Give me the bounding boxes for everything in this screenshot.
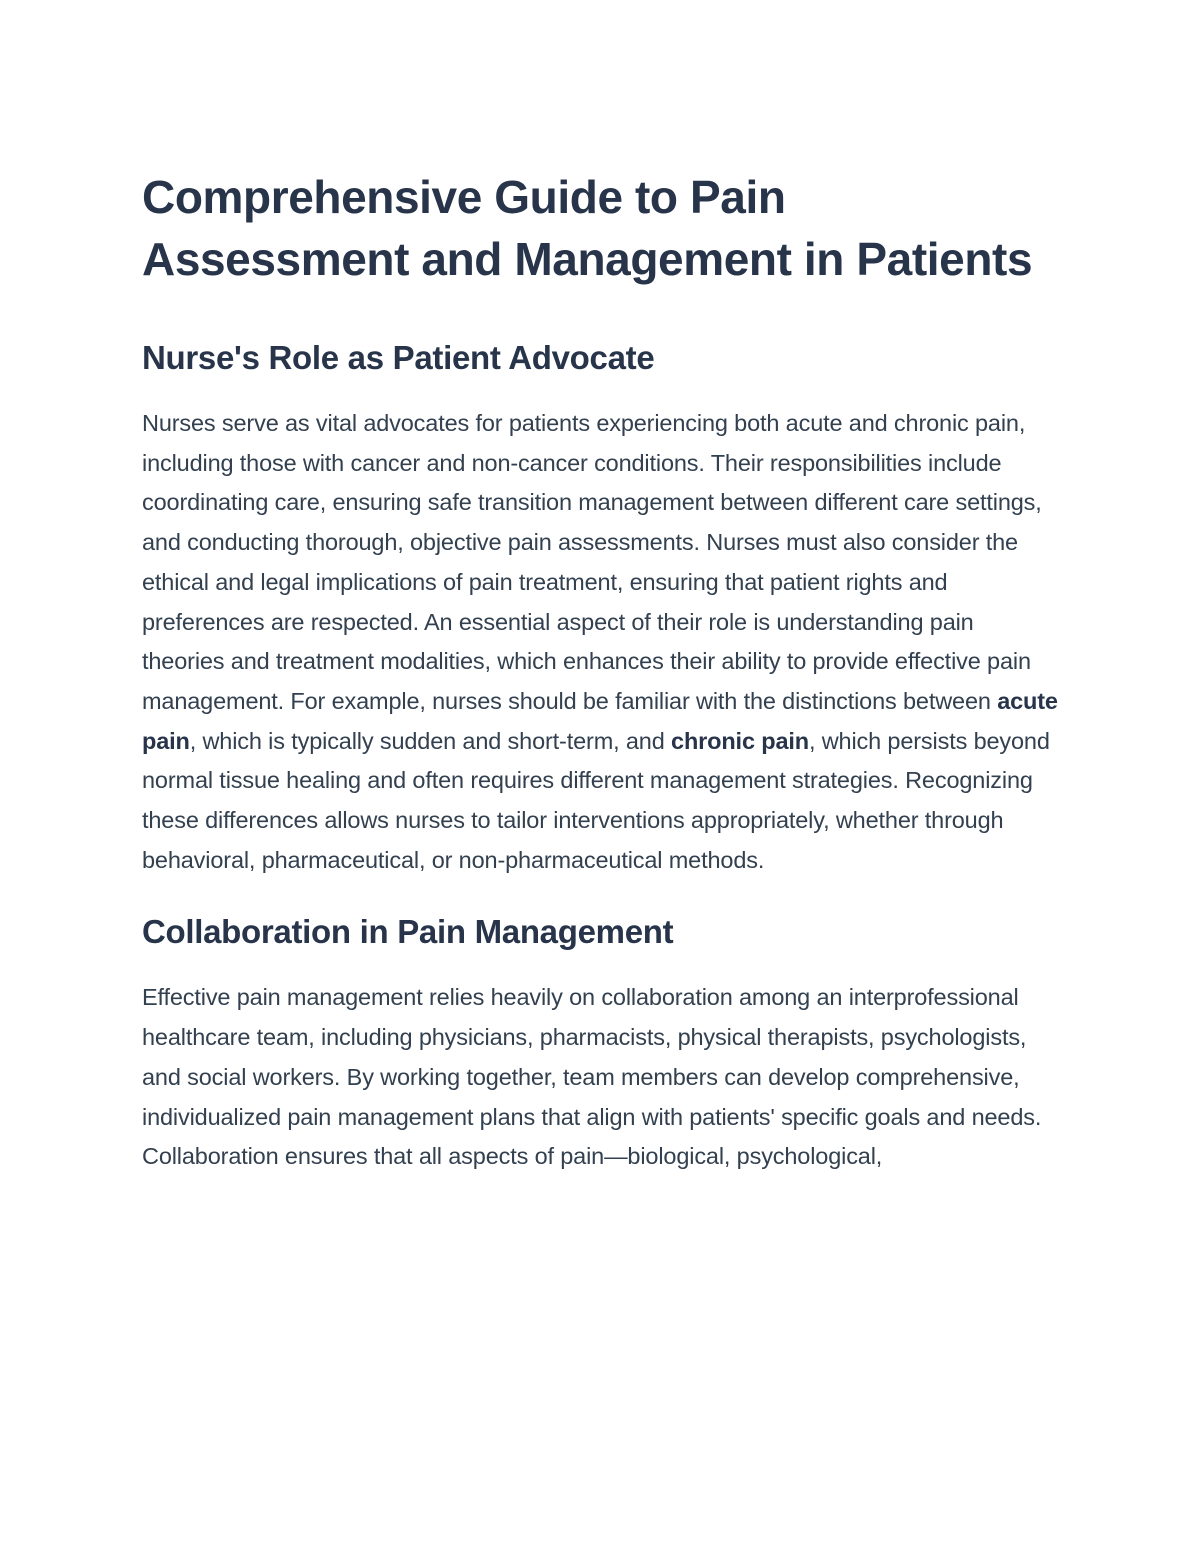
- section-paragraph-collaboration: [142, 978, 1062, 1177]
- document-page: [142, 166, 1062, 1209]
- paragraph-text: , which is typically sudden and short-term, and: [189, 727, 672, 754]
- section-heading-nurse-role: Nurse's Role as Patient Advocate: [142, 339, 655, 376]
- paragraph-text: Effective pain management relies heavily on collaboration among an interprofessional healthcare team, including physicians, pharmacists, physical therapists, psychologists, and social workers. By working together, team members can develop comprehensive, individualized pain management plans that align with patients' specific goals and needs. Collaboration ensures that all aspects of pain—biological, psychological,: [142, 984, 1042, 1170]
- bold-term-chronic-pain: chronic pain: [671, 727, 809, 754]
- bold-term-acute-pain: acute pain: [142, 687, 1058, 754]
- document-title: Comprehensive Guide to Pain Assessment and Management in Patients: [142, 171, 1033, 285]
- section-nurse-role: [142, 338, 1062, 880]
- section-collaboration: [142, 912, 1062, 1177]
- paragraph-text: Nurses serve as vital advocates for patients experiencing both acute and chronic pain, including those with cancer and non-cancer conditions. Their responsibilities include coordinating care, ensuring safe transition management between different care settings, and conducting thorough, objective pain assessments. Nurses must also consider the ethical and legal implications of pain treatment, ensuring that patient rights and preferences are respected. An essential aspect of their role is understanding pain theories and treatment modalities, which enhances their ability to provide effective pain management. For example, nurses should be familiar with the distinctions between: [142, 410, 1042, 714]
- section-heading-collaboration: Collaboration in Pain Management: [142, 913, 674, 951]
- section-paragraph-nurse-role: [142, 404, 1062, 880]
- paragraph-text: , which persists beyond normal tissue healing and often requires different management strategies. Recognizing these differences allows nurses to tailor interventions appropriately, whether through behavioral, pharmaceutical, or non-pharmaceutical methods.: [142, 727, 1050, 873]
